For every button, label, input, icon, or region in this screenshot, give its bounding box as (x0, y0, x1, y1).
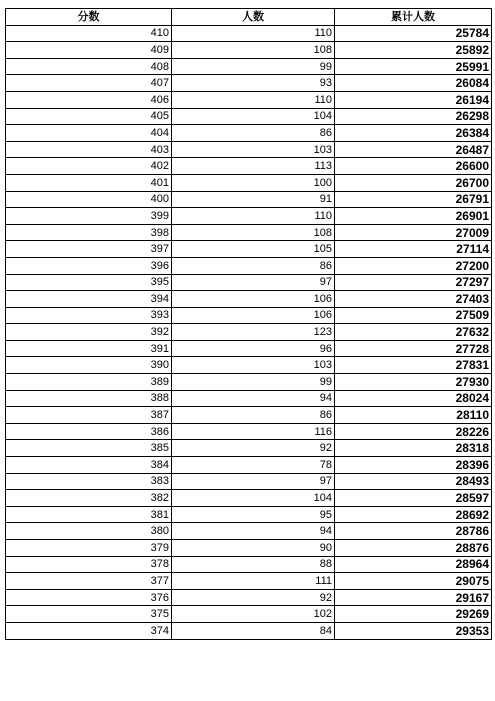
cumulative-cell: 29353 (335, 622, 492, 639)
cumulative-cell: 28318 (335, 440, 492, 457)
count-cell: 102 (172, 606, 335, 623)
score-cell: 377 (6, 573, 172, 590)
score-cell: 388 (6, 390, 172, 407)
count-cell: 106 (172, 291, 335, 308)
table-row (6, 407, 492, 424)
cumulative-cell: 26298 (335, 108, 492, 125)
table-header-row (6, 9, 492, 26)
cumulative-cell: 28692 (335, 506, 492, 523)
cumulative-cell: 27930 (335, 374, 492, 391)
table-body (6, 25, 492, 639)
score-cell: 375 (6, 606, 172, 623)
cumulative-cell: 28226 (335, 423, 492, 440)
score-cell: 407 (6, 75, 172, 92)
table-row (6, 540, 492, 557)
table-row (6, 174, 492, 191)
cumulative-cell: 29075 (335, 573, 492, 590)
cumulative-cell: 27728 (335, 340, 492, 357)
count-cell: 84 (172, 622, 335, 639)
count-cell: 106 (172, 307, 335, 324)
score-cell: 393 (6, 307, 172, 324)
cumulative-cell: 26194 (335, 91, 492, 108)
count-cell: 90 (172, 540, 335, 557)
cumulative-cell: 28024 (335, 390, 492, 407)
count-cell: 94 (172, 523, 335, 540)
cumulative-cell: 26901 (335, 208, 492, 225)
table-row (6, 307, 492, 324)
score-cell: 405 (6, 108, 172, 125)
table-row (6, 257, 492, 274)
count-cell: 105 (172, 241, 335, 258)
cumulative-cell: 25892 (335, 42, 492, 59)
count-cell: 86 (172, 125, 335, 142)
cumulative-cell: 28876 (335, 540, 492, 557)
table-row (6, 457, 492, 474)
score-cell: 389 (6, 374, 172, 391)
count-cell: 104 (172, 490, 335, 507)
table-row (6, 208, 492, 225)
table-row (6, 241, 492, 258)
score-cell: 378 (6, 556, 172, 573)
cumulative-cell: 27297 (335, 274, 492, 291)
score-cell: 384 (6, 457, 172, 474)
cumulative-cell: 26084 (335, 75, 492, 92)
table-row (6, 25, 492, 42)
cumulative-cell: 27831 (335, 357, 492, 374)
table-row (6, 390, 492, 407)
count-cell: 97 (172, 473, 335, 490)
header-cumulative: 累计人数 (335, 9, 492, 26)
score-cell: 395 (6, 274, 172, 291)
score-cell: 404 (6, 125, 172, 142)
count-cell: 108 (172, 224, 335, 241)
count-cell: 99 (172, 58, 335, 75)
count-cell: 78 (172, 457, 335, 474)
cumulative-cell: 27403 (335, 291, 492, 308)
count-cell: 96 (172, 340, 335, 357)
table-row (6, 506, 492, 523)
score-cell: 391 (6, 340, 172, 357)
cumulative-cell: 29167 (335, 589, 492, 606)
table-row (6, 423, 492, 440)
table-row (6, 340, 492, 357)
score-cell: 386 (6, 423, 172, 440)
score-cell: 398 (6, 224, 172, 241)
table-row (6, 490, 492, 507)
cumulative-cell: 28964 (335, 556, 492, 573)
count-cell: 93 (172, 75, 335, 92)
table-row (6, 291, 492, 308)
table-row (6, 374, 492, 391)
table-row (6, 274, 492, 291)
count-cell: 110 (172, 25, 335, 42)
count-cell: 113 (172, 158, 335, 175)
count-cell: 110 (172, 208, 335, 225)
cumulative-cell: 27114 (335, 241, 492, 258)
count-cell: 86 (172, 407, 335, 424)
cumulative-cell: 27632 (335, 324, 492, 341)
cumulative-cell: 28110 (335, 407, 492, 424)
score-cell: 406 (6, 91, 172, 108)
table-row (6, 473, 492, 490)
score-cell: 409 (6, 42, 172, 59)
count-cell: 92 (172, 589, 335, 606)
table-row (6, 141, 492, 158)
score-cell: 380 (6, 523, 172, 540)
cumulative-cell: 25784 (335, 25, 492, 42)
count-cell: 95 (172, 506, 335, 523)
count-cell: 108 (172, 42, 335, 59)
score-cell: 381 (6, 506, 172, 523)
cumulative-cell: 27509 (335, 307, 492, 324)
count-cell: 94 (172, 390, 335, 407)
count-cell: 111 (172, 573, 335, 590)
table-row (6, 191, 492, 208)
score-cell: 397 (6, 241, 172, 258)
table-row (6, 606, 492, 623)
count-cell: 104 (172, 108, 335, 125)
score-cell: 394 (6, 291, 172, 308)
cumulative-cell: 26791 (335, 191, 492, 208)
cumulative-cell: 27200 (335, 257, 492, 274)
score-cell: 392 (6, 324, 172, 341)
cumulative-cell: 28597 (335, 490, 492, 507)
table-row (6, 125, 492, 142)
table-row (6, 324, 492, 341)
cumulative-cell: 25991 (335, 58, 492, 75)
count-cell: 103 (172, 357, 335, 374)
table-row (6, 523, 492, 540)
score-cell: 399 (6, 208, 172, 225)
score-cell: 401 (6, 174, 172, 191)
table-row (6, 357, 492, 374)
table-row (6, 556, 492, 573)
count-cell: 123 (172, 324, 335, 341)
table-row (6, 224, 492, 241)
cumulative-cell: 27009 (335, 224, 492, 241)
cumulative-cell: 28493 (335, 473, 492, 490)
cumulative-cell: 28396 (335, 457, 492, 474)
table-row (6, 91, 492, 108)
cumulative-cell: 26384 (335, 125, 492, 142)
count-cell: 103 (172, 141, 335, 158)
score-cell: 403 (6, 141, 172, 158)
count-cell: 116 (172, 423, 335, 440)
header-count: 人数 (172, 9, 335, 26)
count-cell: 91 (172, 191, 335, 208)
score-cell: 379 (6, 540, 172, 557)
score-cell: 396 (6, 257, 172, 274)
score-cell: 385 (6, 440, 172, 457)
cumulative-cell: 26487 (335, 141, 492, 158)
score-cell: 387 (6, 407, 172, 424)
header-score: 分数 (6, 9, 172, 26)
score-cell: 390 (6, 357, 172, 374)
count-cell: 97 (172, 274, 335, 291)
score-cell: 382 (6, 490, 172, 507)
score-cell: 383 (6, 473, 172, 490)
cumulative-cell: 26600 (335, 158, 492, 175)
score-cell: 400 (6, 191, 172, 208)
score-distribution-table (5, 8, 492, 640)
count-cell: 88 (172, 556, 335, 573)
table-row (6, 75, 492, 92)
count-cell: 100 (172, 174, 335, 191)
table-row (6, 158, 492, 175)
score-cell: 410 (6, 25, 172, 42)
count-cell: 99 (172, 374, 335, 391)
table-row (6, 573, 492, 590)
score-cell: 402 (6, 158, 172, 175)
table-row (6, 440, 492, 457)
count-cell: 86 (172, 257, 335, 274)
cumulative-cell: 29269 (335, 606, 492, 623)
cumulative-cell: 26700 (335, 174, 492, 191)
score-cell: 374 (6, 622, 172, 639)
table-row (6, 58, 492, 75)
cumulative-cell: 28786 (335, 523, 492, 540)
count-cell: 110 (172, 91, 335, 108)
count-cell: 92 (172, 440, 335, 457)
table-row (6, 622, 492, 639)
score-cell: 408 (6, 58, 172, 75)
table-row (6, 108, 492, 125)
score-cell: 376 (6, 589, 172, 606)
table-row (6, 42, 492, 59)
table-row (6, 589, 492, 606)
